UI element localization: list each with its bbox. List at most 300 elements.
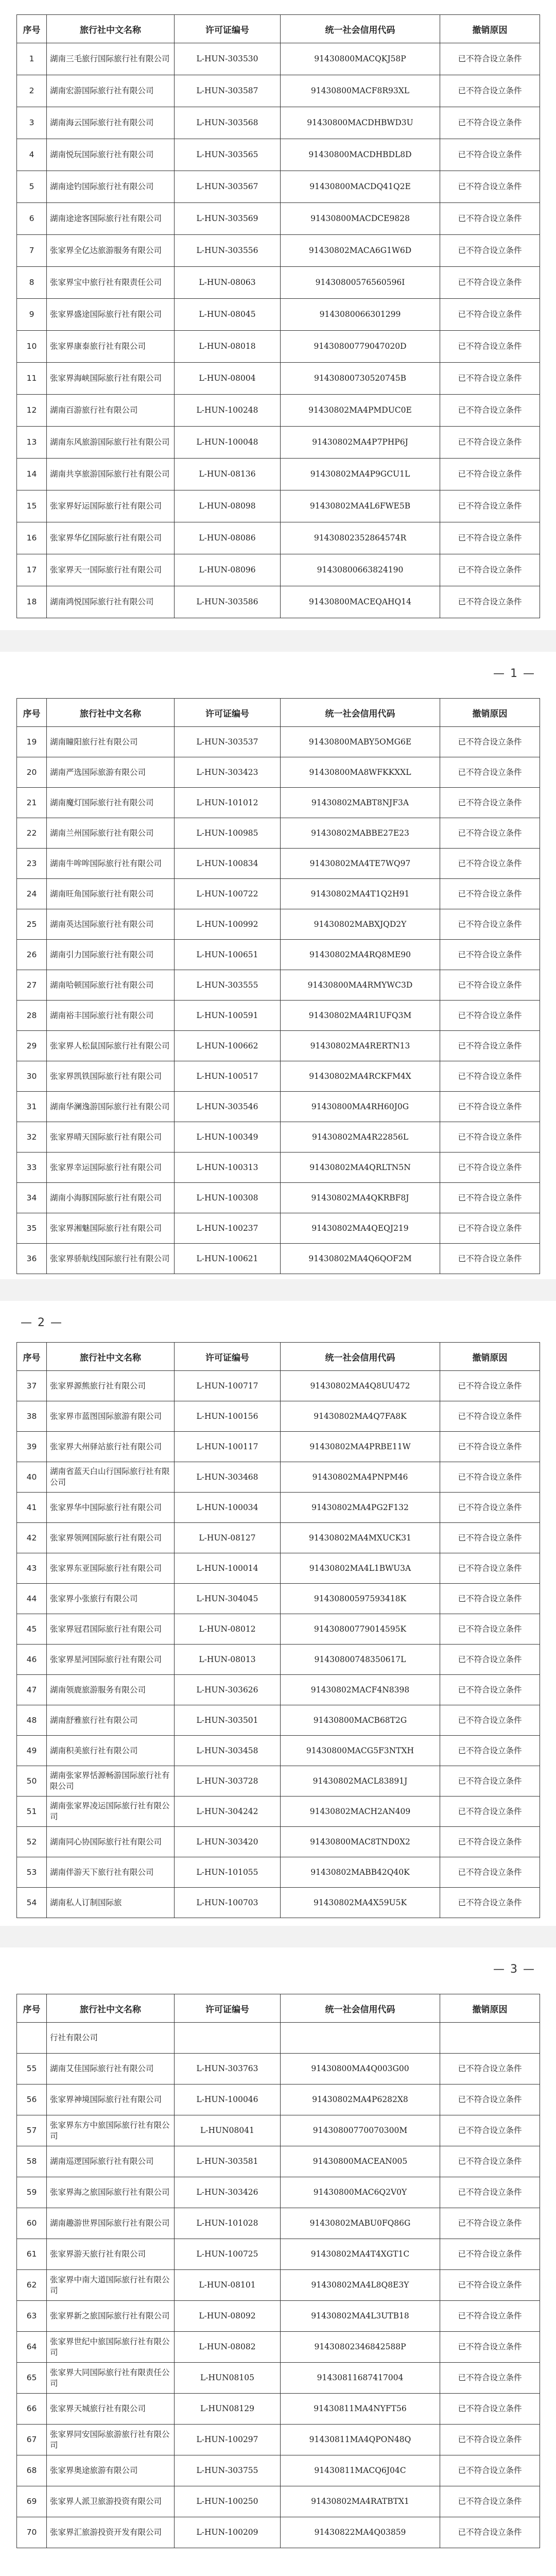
row-number: 24 [17, 879, 47, 909]
row-number: 45 [17, 1614, 47, 1645]
license-number: L-HUN-08101 [175, 2270, 281, 2301]
table-row [17, 171, 540, 203]
row-number: 36 [17, 1244, 47, 1274]
revocation-reason: 已不符合设立条件 [440, 1462, 540, 1493]
license-number: L-HUN-303556 [175, 235, 281, 267]
credit-code: 91430802MA4RQ8ME90 [281, 940, 440, 970]
row-number: 6 [17, 203, 47, 235]
license-number: L-HUN-101055 [175, 1857, 281, 1888]
row-number: 35 [17, 1213, 47, 1244]
row-number: 26 [17, 940, 47, 970]
revocation-reason: 已不符合设立条件 [440, 363, 540, 395]
row-number: 20 [17, 757, 47, 788]
license-number: L-HUN-100662 [175, 1031, 281, 1061]
row-number: 56 [17, 2084, 47, 2115]
credit-code: 91430800MAC8TND0X2 [281, 1827, 440, 1857]
table-row [17, 2486, 540, 2517]
license-number: L-HUN-303586 [175, 586, 281, 618]
revocation-reason: 已不符合设立条件 [440, 1614, 540, 1645]
row-number: 33 [17, 1153, 47, 1183]
revocation-table [16, 14, 540, 618]
table-row [17, 459, 540, 490]
revocation-reason: 已不符合设立条件 [440, 331, 540, 363]
revocation-reason: 已不符合设立条件 [440, 1001, 540, 1031]
credit-code: 91430802MABBE27E23 [281, 818, 440, 849]
credit-code: 91430802MABU0FQ86G [281, 2208, 440, 2239]
table-row [17, 235, 540, 267]
license-number: L-HUN-100046 [175, 2084, 281, 2115]
row-number: 41 [17, 1493, 47, 1523]
license-number: L-HUN-303530 [175, 43, 281, 75]
revocation-reason: 已不符合设立条件 [440, 1705, 540, 1736]
agency-name: 湖南伴游天下旅行社有限公司 [47, 1857, 175, 1888]
revocation-reason: 已不符合设立条件 [440, 2332, 540, 2363]
license-number: L-HUN-303728 [175, 1766, 281, 1797]
table-row [17, 2115, 540, 2146]
revocation-reason: 已不符合设立条件 [440, 235, 540, 267]
header-code: 统一社会信用代码 [281, 15, 440, 43]
credit-code: 91430811687417004 [281, 2363, 440, 2394]
row-number: 51 [17, 1797, 47, 1827]
license-number: L-HUN-100297 [175, 2425, 281, 2455]
row-number: 10 [17, 331, 47, 363]
header-name: 旅行社中文名称 [47, 699, 175, 727]
credit-code: 91430802MABT8NJF3A [281, 788, 440, 818]
agency-name: 湖南小海豚国际旅行社有限公司 [47, 1183, 175, 1213]
credit-code: 91430800748350617L [281, 1645, 440, 1675]
table-row [17, 2270, 540, 2301]
row-number: 55 [17, 2054, 47, 2084]
row-number: 60 [17, 2208, 47, 2239]
credit-code: 91430802MA4Q8UU472 [281, 1371, 440, 1401]
agency-name: 张家界天一国际旅行社有限公司 [47, 554, 175, 586]
agency-name: 湖南张家界恬源畅游国际旅行社有限公司 [47, 1766, 175, 1797]
revocation-reason: 已不符合设立条件 [440, 940, 540, 970]
agency-name: 张家界晴天国际旅行社有限公司 [47, 1122, 175, 1153]
row-number: 39 [17, 1432, 47, 1462]
table-row [17, 1705, 540, 1736]
table-row [17, 1888, 540, 1918]
revocation-reason: 已不符合设立条件 [440, 2177, 540, 2208]
agency-name: 张家界大同国际旅行社有限责任公司 [47, 2363, 175, 2394]
agency-name: 湖南悦玩国际旅行社有限公司 [47, 139, 175, 171]
license-number: L-HUN08041 [175, 2115, 281, 2146]
credit-code: 91430802MA4T4XGT1C [281, 2239, 440, 2270]
agency-name: 湖南东风旅游国际旅行社有限公司 [47, 427, 175, 459]
table-row [17, 2177, 540, 2208]
license-number: L-HUN-08045 [175, 299, 281, 331]
license-number: L-HUN-08127 [175, 1523, 281, 1553]
license-number: L-HUN-100237 [175, 1213, 281, 1244]
credit-code: 91430800MACDHBWD3U [281, 107, 440, 139]
license-number: L-HUN-101012 [175, 788, 281, 818]
header-no: 序号 [17, 15, 47, 43]
table-row [17, 107, 540, 139]
row-number: 13 [17, 427, 47, 459]
table-row [17, 2146, 540, 2177]
agency-name: 张家界好运国际旅行社有限公司 [47, 490, 175, 522]
document-page-3 [0, 1301, 556, 1926]
table-row [17, 1371, 540, 1401]
row-number [17, 2023, 47, 2054]
revocation-reason: 已不符合设立条件 [440, 1401, 540, 1432]
header-no: 序号 [17, 1343, 47, 1371]
revocation-table [16, 1342, 540, 1918]
credit-code: 91430800MAC6Q2V0Y [281, 2177, 440, 2208]
credit-code: 91430802MA4PMDUC0E [281, 395, 440, 427]
credit-code: 91430802MA4RCKFM4X [281, 1061, 440, 1092]
table-row [17, 203, 540, 235]
row-number: 68 [17, 2455, 47, 2486]
credit-code: 91430800597593418K [281, 1584, 440, 1614]
revocation-reason: 已不符合设立条件 [440, 2146, 540, 2177]
table-row [17, 2517, 540, 2548]
credit-code: 91430802MACA6G1W6D [281, 235, 440, 267]
license-number: L-HUN-100722 [175, 879, 281, 909]
document-page-2 [0, 652, 556, 1279]
revocation-reason: 已不符合设立条件 [440, 459, 540, 490]
row-number: 48 [17, 1705, 47, 1736]
row-number: 53 [17, 1857, 47, 1888]
license-number: L-HUN-08086 [175, 522, 281, 554]
row-number: 49 [17, 1736, 47, 1766]
revocation-reason: 已不符合设立条件 [440, 171, 540, 203]
agency-name: 张家界同安国际旅游旅行社有限公司 [47, 2425, 175, 2455]
agency-name: 湖南华澜逸游国际旅行社有限公司 [47, 1092, 175, 1122]
table-row [17, 940, 540, 970]
license-number: L-HUN-100308 [175, 1183, 281, 1213]
license-number: L-HUN08129 [175, 2394, 281, 2425]
agency-name: 张家界中南大道国际旅行社有限公司 [47, 2270, 175, 2301]
agency-name: 张家界世纪中旅国际旅行社有限公司 [47, 2332, 175, 2363]
row-number: 47 [17, 1675, 47, 1705]
row-number: 23 [17, 849, 47, 879]
agency-name: 湖南宏游国际旅行社有限公司 [47, 75, 175, 107]
row-number: 12 [17, 395, 47, 427]
agency-name: 湖南裕丰国际旅行社有限公司 [47, 1001, 175, 1031]
agency-name: 湖南瞳阳旅行社有限公司 [47, 727, 175, 757]
credit-code: 91430800MABY5OMG6E [281, 727, 440, 757]
row-number: 58 [17, 2146, 47, 2177]
row-number: 70 [17, 2517, 47, 2548]
credit-code: 91430802MA4L3UTB18 [281, 2301, 440, 2332]
agency-name: 湖南艾佳国际旅行社有限公司 [47, 2054, 175, 2084]
revocation-reason: 已不符合设立条件 [440, 1827, 540, 1857]
row-number: 28 [17, 1001, 47, 1031]
revocation-reason: 已不符合设立条件 [440, 727, 540, 757]
agency-name: 湖南英达国际旅行社有限公司 [47, 909, 175, 940]
credit-code: 91430802MA4P9GCU1L [281, 459, 440, 490]
row-number: 32 [17, 1122, 47, 1153]
revocation-reason: 已不符合设立条件 [440, 1766, 540, 1797]
table-row [17, 395, 540, 427]
revocation-reason: 已不符合设立条件 [440, 909, 540, 940]
credit-code: 91430800MACF8R93XL [281, 75, 440, 107]
table-row [17, 299, 540, 331]
header-license: 许可证编号 [175, 1343, 281, 1371]
credit-code: 9143080066301299 [281, 299, 440, 331]
row-number: 14 [17, 459, 47, 490]
license-number: L-HUN-08013 [175, 1645, 281, 1675]
table-row [17, 2023, 540, 2054]
agency-name: 湖南巡逻国际旅行社有限公司 [47, 2146, 175, 2177]
revocation-reason: 已不符合设立条件 [440, 299, 540, 331]
table-row [17, 1766, 540, 1797]
agency-name: 湖南途途客国际旅行社有限公司 [47, 203, 175, 235]
row-number: 31 [17, 1092, 47, 1122]
revocation-reason: 已不符合设立条件 [440, 490, 540, 522]
credit-code: 91430802MA4TE7WQ97 [281, 849, 440, 879]
revocation-reason: 已不符合设立条件 [440, 2115, 540, 2146]
table-row [17, 1153, 540, 1183]
revocation-reason: 已不符合设立条件 [440, 1061, 540, 1092]
revocation-reason: 已不符合设立条件 [440, 2455, 540, 2486]
credit-code: 91430802MA4X59U5K [281, 1888, 440, 1918]
row-number: 69 [17, 2486, 47, 2517]
table-row [17, 267, 540, 299]
credit-code: 91430802MACF4N8398 [281, 1675, 440, 1705]
agency-name: 湖南魔灯国际旅行社有限公司 [47, 788, 175, 818]
agency-name: 张家界小张旅行有限公司 [47, 1584, 175, 1614]
agency-name: 湖南积美旅行社有限公司 [47, 1736, 175, 1766]
revocation-table [16, 1994, 540, 2548]
revocation-reason: 已不符合设立条件 [440, 849, 540, 879]
revocation-reason: 已不符合设立条件 [440, 267, 540, 299]
credit-code: 91430800730520745B [281, 363, 440, 395]
credit-code: 91430800MACEAN005 [281, 2146, 440, 2177]
credit-code: 91430802MA4L1BWU3A [281, 1553, 440, 1584]
license-number: L-HUN-303626 [175, 1675, 281, 1705]
license-number: L-HUN-303537 [175, 727, 281, 757]
revocation-reason: 已不符合设立条件 [440, 1797, 540, 1827]
row-number: 4 [17, 139, 47, 171]
header-code: 统一社会信用代码 [281, 699, 440, 727]
license-number: L-HUN-303569 [175, 203, 281, 235]
revocation-reason: 已不符合设立条件 [440, 1523, 540, 1553]
table-row [17, 1584, 540, 1614]
table-row [17, 1001, 540, 1031]
revocation-reason: 已不符合设立条件 [440, 2394, 540, 2425]
table-row [17, 1523, 540, 1553]
revocation-reason: 已不符合设立条件 [440, 1213, 540, 1244]
row-number: 64 [17, 2332, 47, 2363]
revocation-table [16, 698, 540, 1274]
credit-code: 91430802MABXJQD2Y [281, 909, 440, 940]
table-row [17, 2054, 540, 2084]
table-row [17, 1614, 540, 1645]
agency-name: 湖南牛哞哞国际旅行社有限公司 [47, 849, 175, 879]
row-number: 2 [17, 75, 47, 107]
row-number: 17 [17, 554, 47, 586]
credit-code: 91430802MACL83891J [281, 1766, 440, 1797]
credit-code: 91430800576560596I [281, 267, 440, 299]
table-row [17, 1675, 540, 1705]
license-number: L-HUN-100034 [175, 1493, 281, 1523]
license-number: L-HUN-303763 [175, 2054, 281, 2084]
agency-name: 湖南鸿悦国际旅行社有限公司 [47, 586, 175, 618]
table-row [17, 849, 540, 879]
agency-name: 张家界盛途国际旅行社有限公司 [47, 299, 175, 331]
credit-code: 91430811MA4QPON48Q [281, 2425, 440, 2455]
license-number: L-HUN-08018 [175, 331, 281, 363]
agency-name: 张家界新之旅国际旅行社有限公司 [47, 2301, 175, 2332]
table-row [17, 1183, 540, 1213]
agency-name: 张家界冠君国际旅行社有限公司 [47, 1614, 175, 1645]
table-row [17, 2084, 540, 2115]
table-row [17, 909, 540, 940]
agency-name: 张家界湘魅国际旅行社有限公司 [47, 1213, 175, 1244]
table-row [17, 1736, 540, 1766]
agency-name: 湖南百游旅行社有限公司 [47, 395, 175, 427]
license-number: L-HUN-08012 [175, 1614, 281, 1645]
table-row [17, 1645, 540, 1675]
revocation-reason: 已不符合设立条件 [440, 1092, 540, 1122]
license-number: L-HUN-303568 [175, 107, 281, 139]
revocation-reason: 已不符合设立条件 [440, 1183, 540, 1213]
revocation-reason: 已不符合设立条件 [440, 1493, 540, 1523]
credit-code: 91430800MACG5F3NTXH [281, 1736, 440, 1766]
agency-name: 湖南同心协国际旅行社有限公司 [47, 1827, 175, 1857]
page-gap [0, 1926, 556, 1947]
row-number: 66 [17, 2394, 47, 2425]
revocation-reason: 已不符合设立条件 [440, 2084, 540, 2115]
license-number: L-HUN-100014 [175, 1553, 281, 1584]
license-number: L-HUN-100834 [175, 849, 281, 879]
agency-name: 湖南三毛旅行国际旅行社有限公司 [47, 43, 175, 75]
row-number: 43 [17, 1553, 47, 1584]
license-number: L-HUN-303468 [175, 1462, 281, 1493]
credit-code: 91430802MA4QKRBF8J [281, 1183, 440, 1213]
agency-name: 张家界东亚国际旅行社有限公司 [47, 1553, 175, 1584]
table-row [17, 2394, 540, 2425]
row-number: 8 [17, 267, 47, 299]
row-number: 15 [17, 490, 47, 522]
license-number: L-HUN-100651 [175, 940, 281, 970]
credit-code: 91430800MACDQ41Q2E [281, 171, 440, 203]
license-number: L-HUN-100725 [175, 2239, 281, 2270]
agency-name: 张家界凯铁国际旅行社有限公司 [47, 1061, 175, 1092]
header-no: 序号 [17, 699, 47, 727]
row-number: 7 [17, 235, 47, 267]
header-reason: 撤销原因 [440, 699, 540, 727]
row-number: 67 [17, 2425, 47, 2455]
row-number: 65 [17, 2363, 47, 2394]
revocation-reason: 已不符合设立条件 [440, 2239, 540, 2270]
row-number: 42 [17, 1523, 47, 1553]
agency-name: 张家界游天旅行社有限公司 [47, 2239, 175, 2270]
table-row [17, 1827, 540, 1857]
header-name: 旅行社中文名称 [47, 15, 175, 43]
license-number: L-HUN-100621 [175, 1244, 281, 1274]
license-number: L-HUN-303458 [175, 1736, 281, 1766]
row-number: 52 [17, 1827, 47, 1857]
credit-code: 91430800779014595K [281, 1614, 440, 1645]
table-row [17, 1401, 540, 1432]
credit-code: 91430802MA4Q7FA8K [281, 1401, 440, 1432]
agency-name: 张家界奥途旅游有限公司 [47, 2455, 175, 2486]
table-row [17, 363, 540, 395]
agency-name: 张家界人派卫旅游投资有限公司 [47, 2486, 175, 2517]
credit-code: 91430800MA4RH60J0G [281, 1092, 440, 1122]
row-number: 19 [17, 727, 47, 757]
agency-name: 张家界天城旅行社有限公司 [47, 2394, 175, 2425]
license-number: L-HUN-303567 [175, 171, 281, 203]
header-reason: 撤销原因 [440, 1994, 540, 2023]
license-number: L-HUN-304045 [175, 1584, 281, 1614]
row-number: 30 [17, 1061, 47, 1092]
agency-name: 张家界市蓝图国际旅游有限公司 [47, 1401, 175, 1432]
revocation-reason: 已不符合设立条件 [440, 107, 540, 139]
license-number: L-HUN08105 [175, 2363, 281, 2394]
row-number: 38 [17, 1401, 47, 1432]
row-number: 59 [17, 2177, 47, 2208]
license-number: L-HUN-100048 [175, 427, 281, 459]
credit-code: 91430800779047020D [281, 331, 440, 363]
revocation-reason: 已不符合设立条件 [440, 43, 540, 75]
table-row [17, 1122, 540, 1153]
revocation-reason: 已不符合设立条件 [440, 2486, 540, 2517]
table-row [17, 75, 540, 107]
row-number: 34 [17, 1183, 47, 1213]
document-page-4 [0, 1947, 556, 2576]
license-number: L-HUN-100250 [175, 2486, 281, 2517]
revocation-reason: 已不符合设立条件 [440, 522, 540, 554]
license-number: L-HUN-303581 [175, 2146, 281, 2177]
table-row [17, 970, 540, 1001]
revocation-reason: 已不符合设立条件 [440, 1645, 540, 1675]
credit-code: 91430802MA4L6FWE5B [281, 490, 440, 522]
table-row [17, 586, 540, 618]
row-number: 44 [17, 1584, 47, 1614]
license-number: L-HUN-08082 [175, 2332, 281, 2363]
table-row [17, 1857, 540, 1888]
credit-code: 91430802MA4QEQJ219 [281, 1213, 440, 1244]
page-number: — 2 — [21, 1316, 63, 1329]
license-number: L-HUN-101028 [175, 2208, 281, 2239]
agency-name: 张家界源熊旅行社有限公司 [47, 1371, 175, 1401]
license-number: L-HUN-303426 [175, 2177, 281, 2208]
revocation-reason: 已不符合设立条件 [440, 757, 540, 788]
credit-code: 91430802MA4PG2F132 [281, 1493, 440, 1523]
credit-code [281, 2023, 440, 2054]
credit-code: 91430802MA4RATBTX1 [281, 2486, 440, 2517]
credit-code: 91430800770070300M [281, 2115, 440, 2146]
row-number: 22 [17, 818, 47, 849]
revocation-reason: 已不符合设立条件 [440, 203, 540, 235]
revocation-reason: 已不符合设立条件 [440, 1857, 540, 1888]
agency-name: 张家界全亿达旅游服务有限公司 [47, 235, 175, 267]
header-name: 旅行社中文名称 [47, 1343, 175, 1371]
license-number: L-HUN-08092 [175, 2301, 281, 2332]
table-row [17, 1061, 540, 1092]
agency-name: 湖南趣游世界国际旅行社有限公司 [47, 2208, 175, 2239]
row-number: 9 [17, 299, 47, 331]
revocation-reason: 已不符合设立条件 [440, 1244, 540, 1274]
row-number: 16 [17, 522, 47, 554]
agency-name: 张家界骄航线国际旅行社有限公司 [47, 1244, 175, 1274]
license-number: L-HUN-303501 [175, 1705, 281, 1736]
credit-code: 91430802346842588P [281, 2332, 440, 2363]
row-number: 54 [17, 1888, 47, 1918]
credit-code: 91430811MACQ6J04C [281, 2455, 440, 2486]
agency-name: 湖南引力国际旅行社有限公司 [47, 940, 175, 970]
revocation-reason: 已不符合设立条件 [440, 1371, 540, 1401]
revocation-reason: 已不符合设立条件 [440, 1432, 540, 1462]
table-row [17, 757, 540, 788]
license-number: L-HUN-100717 [175, 1371, 281, 1401]
credit-code: 91430802MA4P7PHP6J [281, 427, 440, 459]
license-number: L-HUN-100313 [175, 1153, 281, 1183]
